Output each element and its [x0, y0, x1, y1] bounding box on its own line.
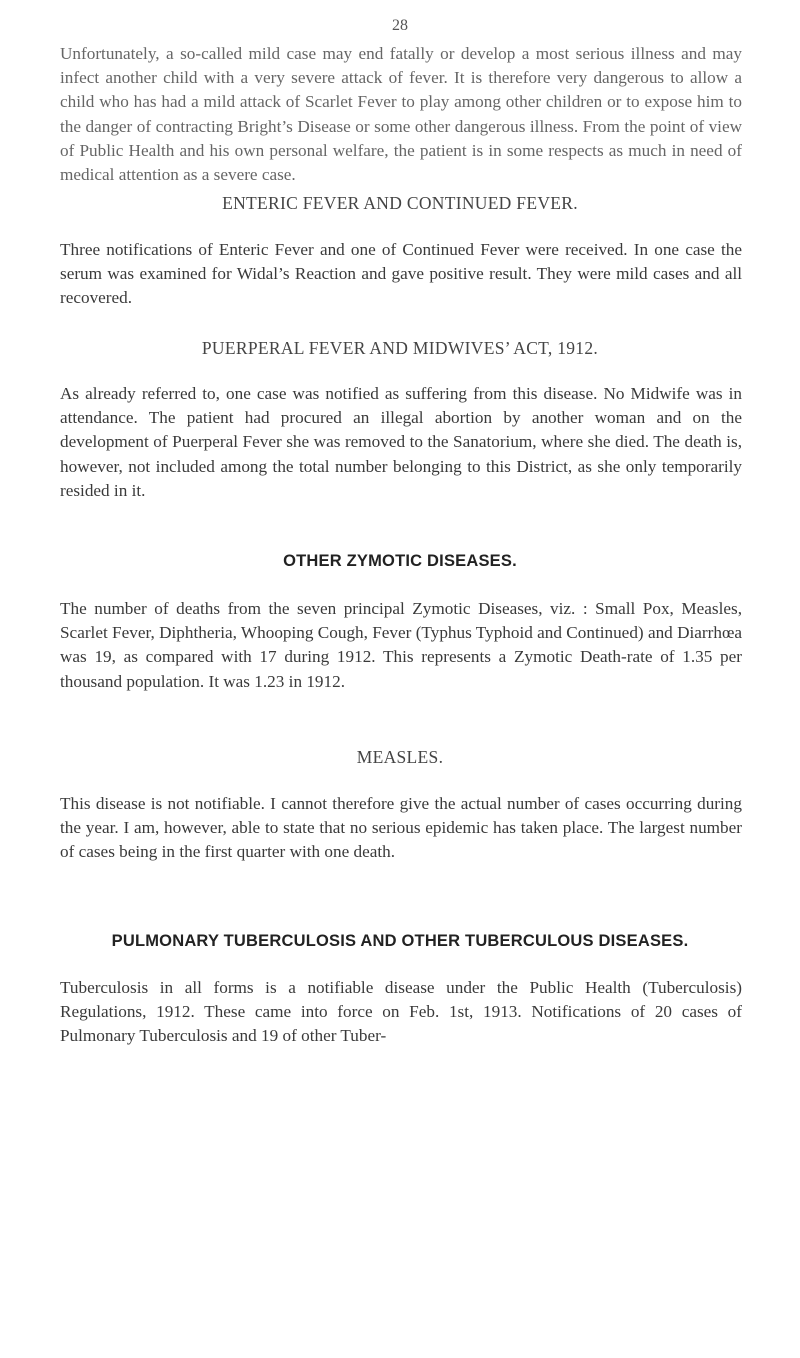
paragraph-puerperal-fever: As already referred to, one case was notified as suffering from this disease. No Midwife was in attendance. The patient had procured an illegal abortion by another woman and on the development of Puerperal Fever she was removed to the Sanatorium, where she died. The death is, however, not included among the total number belonging to this District, as she only temporarily resided in it.: [60, 384, 742, 500]
page-number: 28: [392, 17, 408, 34]
paragraph-scarlet-fever-continued: Unfortunately, a so-called mild case may end fatally or develop a most serious illness and may infect another child with a very severe attack of fever. It is therefore very dangerous to allow a child who has had a mild attack of Scarlet Fever to play among other children or to expose him to the danger of contracting Bright’s Disease or some other dangerous illness. From the point of view of Public Health and his own personal welfare, the patient is in some respects as much in need of medical attention as a severe case.: [60, 44, 742, 185]
heading-other-zymotic-diseases: OTHER ZYMOTIC DISEASES.: [283, 552, 517, 570]
paragraph-measles: This disease is not notifiable. I cannot therefore give the actual number of cases occurring during the year. I am, however, able to state that no serious epidemic has taken place. The largest number of cases being in the first quarter with one death.: [60, 794, 742, 862]
heading-enteric-fever: ENTERIC FEVER AND CONTINUED FEVER.: [222, 193, 578, 213]
heading-measles: MEASLES.: [356, 747, 444, 767]
paragraph-tuberculosis: Tuberculosis in all forms is a notifiable disease under the Public Health (Tuberculosis) Regulations, 1912. These came into force on Feb. 1st, 1913. Notifications of 20 cases of Pulmonary Tuberculosis and 19 of other Tuber-: [60, 978, 742, 1046]
paragraph-enteric-fever: Three notifications of Enteric Fever and one of Continued Fever were received. In one case the serum was examined for Widal’s Reaction and gave positive result. They were mild cases and all recovered.: [60, 240, 742, 308]
paragraph-zymotic-diseases: The number of deaths from the seven principal Zymotic Diseases, viz. : Small Pox, Measles, Scarlet Fever, Diphtheria, Whooping Cough, Fever (Typhus Typhoid and Continued) and Diarrhœa was 19, as compared with 17 during 1912. This represents a Zymotic Death-rate of 1.35 per thousand population. It was 1.23 in 1912.: [60, 599, 742, 691]
heading-puerperal-fever: PUERPERAL FEVER AND MIDWIVES’ ACT, 1912.: [201, 338, 599, 358]
heading-tuberculosis: PULMONARY TUBERCULOSIS AND OTHER TUBERCULOUS DISEASES.: [111, 932, 689, 950]
